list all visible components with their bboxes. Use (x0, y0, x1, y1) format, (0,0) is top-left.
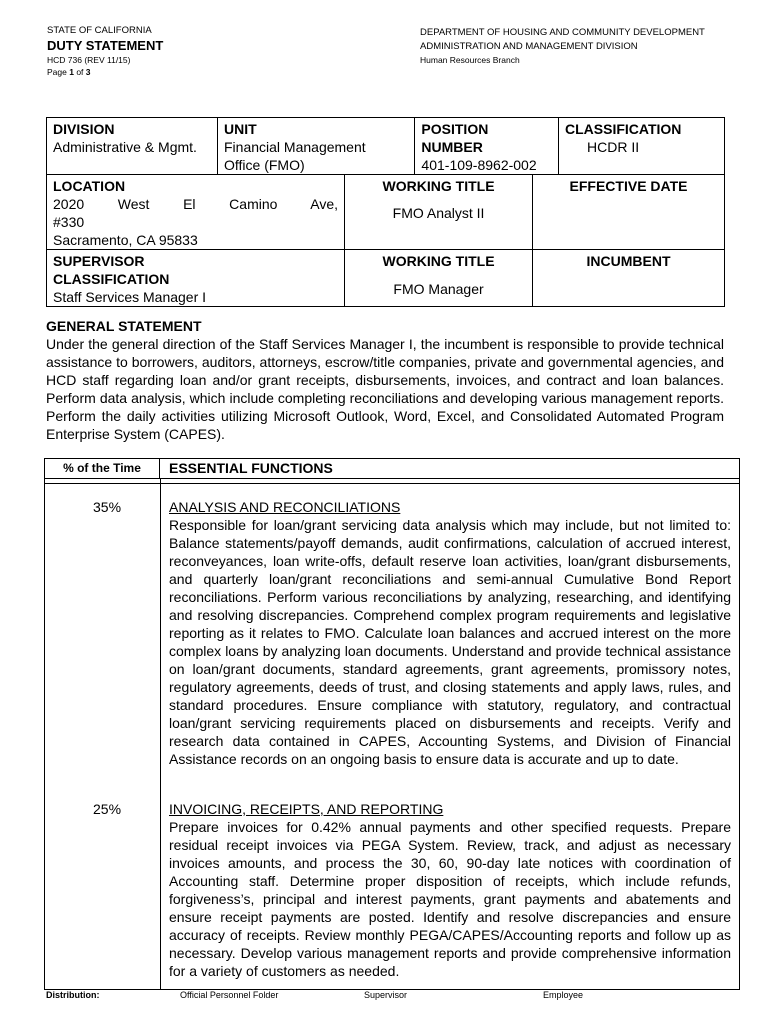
essential-functions-table (44, 458, 740, 990)
supervisor-label: SUPERVISOR (53, 253, 145, 269)
division-label: DIVISION (53, 121, 115, 137)
function-title: ANALYSIS AND RECONCILIATIONS (169, 499, 401, 515)
classification-label: CLASSIFICATION (565, 121, 682, 137)
division-name: ADMINISTRATION AND MANAGEMENT DIVISION (420, 41, 638, 52)
classification-cell (559, 118, 725, 175)
location-label: LOCATION (53, 178, 126, 194)
general-statement (46, 317, 724, 443)
classification-value: HCDR II (587, 139, 640, 155)
branch-name: Human Resources Branch (420, 55, 520, 65)
department-name: DEPARTMENT OF HOUSING AND COMMUNITY DEVELOPMENT (420, 27, 705, 38)
location-suite: #330 (53, 214, 85, 230)
unit-label: UNIT (224, 121, 257, 137)
distribution-supervisor: Supervisor (364, 990, 408, 1000)
function-percent: 25% (93, 801, 122, 817)
general-statement-title: GENERAL STATEMENT (46, 318, 202, 334)
supervisor-working-title-cell (345, 250, 533, 307)
supervisor-value: Staff Services Manager I (53, 289, 207, 305)
location-city: Sacramento, CA 95833 (53, 232, 198, 248)
supervisor-label-cont: CLASSIFICATION (53, 271, 170, 287)
incumbent-cell (533, 250, 725, 307)
incumbent-label: INCUMBENT (586, 253, 671, 269)
column-divider (160, 479, 161, 989)
working-title-value: FMO Analyst II (392, 205, 485, 221)
function-item (169, 800, 731, 980)
working-title-cell (345, 175, 533, 250)
form-header-left (47, 25, 163, 78)
position-number-value: 401-109-8962-002 (421, 157, 537, 173)
distribution-label: Distribution: (46, 990, 100, 1000)
location-address: 2020 West El Camino Ave, (53, 196, 339, 212)
division-value: Administrative & Mgmt. (53, 139, 197, 155)
function-item (169, 498, 731, 768)
supervisor-classification-cell (47, 250, 345, 307)
function-description: Responsible for loan/grant servicing data analysis which may include, but not limited to: Balance statements/payoff demands, audit confirmations, calculation of accrued interest, reconveyances, loan write-offs, default reserve loan activities, loan/grant disbursements, and quarterly loan/grant reconciliations and semi-annual Cumulative Bond Report reconciliations. Perform various reconciliations by analyzing, researching, and identifying and resolving discrepancies. Comprehend complex program requirements and legislative reporting as it relates to FMO. Calculate loan balances and accrued interest on the more complex loans by analyzing loan documents. Understand and provide technical assistance on loan/grant documents, standard agreements, grant agreements, promissory notes, regulatory agreements, deeds of trust, and closing statements and apply laws, rules, and standard procedures. Ensure compliance with statutory, regulatory, and contractual loan/grant servicing requirements placed on disbursements and receipts. Verify and research data contained in CAPES, Accounting Systems, and Division of Financial Assistance records on an ongoing basis to ensure data is accurate and up to date. (169, 517, 731, 767)
form-number: HCD 736 (REV 11/15) (47, 55, 131, 65)
working-title-label: WORKING TITLE (382, 178, 495, 194)
state-name: STATE OF CALIFORNIA (47, 25, 152, 36)
unit-value: Financial Management (224, 139, 366, 155)
distribution-employee: Employee (543, 990, 584, 1000)
time-column-header: % of the Time (45, 459, 160, 478)
page-indicator: Page 1 of 3 (47, 67, 91, 77)
function-percent: 35% (93, 499, 122, 515)
unit-cell (218, 118, 415, 175)
position-number-label: POSITION NUMBER (421, 121, 489, 155)
general-statement-text: Under the general direction of the Staff Services Manager I, the incumbent is responsible to provide technical assistance to borrowers, auditors, attorneys, escrow/title companies, private and governmental agencies, and HCD staff regarding loan and/or grant receipts, disbursements, invoices, and contract and loan balances. Perform data analysis, which include completing reconciliations and developing various management reports. Perform the daily activities utilizing Microsoft Outlook, Word, Excel, and Consolidated Automated Program Enterprise System (CAPES). (46, 336, 724, 442)
unit-value-cont: Office (FMO) (224, 157, 305, 173)
header-divider (45, 483, 739, 484)
function-title: INVOICING, RECEIPTS, AND REPORTING (169, 801, 444, 817)
effective-date-cell (533, 175, 725, 250)
division-cell (47, 118, 218, 175)
effective-date-label: EFFECTIVE DATE (569, 178, 688, 194)
function-description: Prepare invoices for 0.42% annual payments and other specified requests. Prepare residual receipt invoices via PEGA System. Review, track, and adjust as necessary invoices amounts, and process the 30, 60, 90-day late notices with coordination of Accounting staff. Determine proper disposition of receipts, which include refunds, forgiveness’s, principal and interest payments, grant payments and abatements and ensure receipt payments are posted. Identify and resolve discrepancies and ensure accuracy of receipts. Review monthly PEGA/CAPES/Accounting reports and follow up as necessary. Develop various management reports and provide comprehensive information for a variety of customers as needed. (169, 819, 731, 979)
form-header-right (420, 25, 705, 66)
location-cell (47, 175, 345, 250)
position-info-table (46, 117, 725, 307)
supervisor-working-title-label: WORKING TITLE (382, 253, 495, 269)
functions-column-header: ESSENTIAL FUNCTIONS (169, 460, 333, 476)
essential-functions-header (45, 459, 739, 479)
document-title: DUTY STATEMENT (47, 38, 164, 53)
position-number-cell (415, 118, 559, 175)
distribution-personnel-folder: Official Personnel Folder (180, 990, 279, 1000)
supervisor-working-title-value: FMO Manager (393, 281, 484, 297)
